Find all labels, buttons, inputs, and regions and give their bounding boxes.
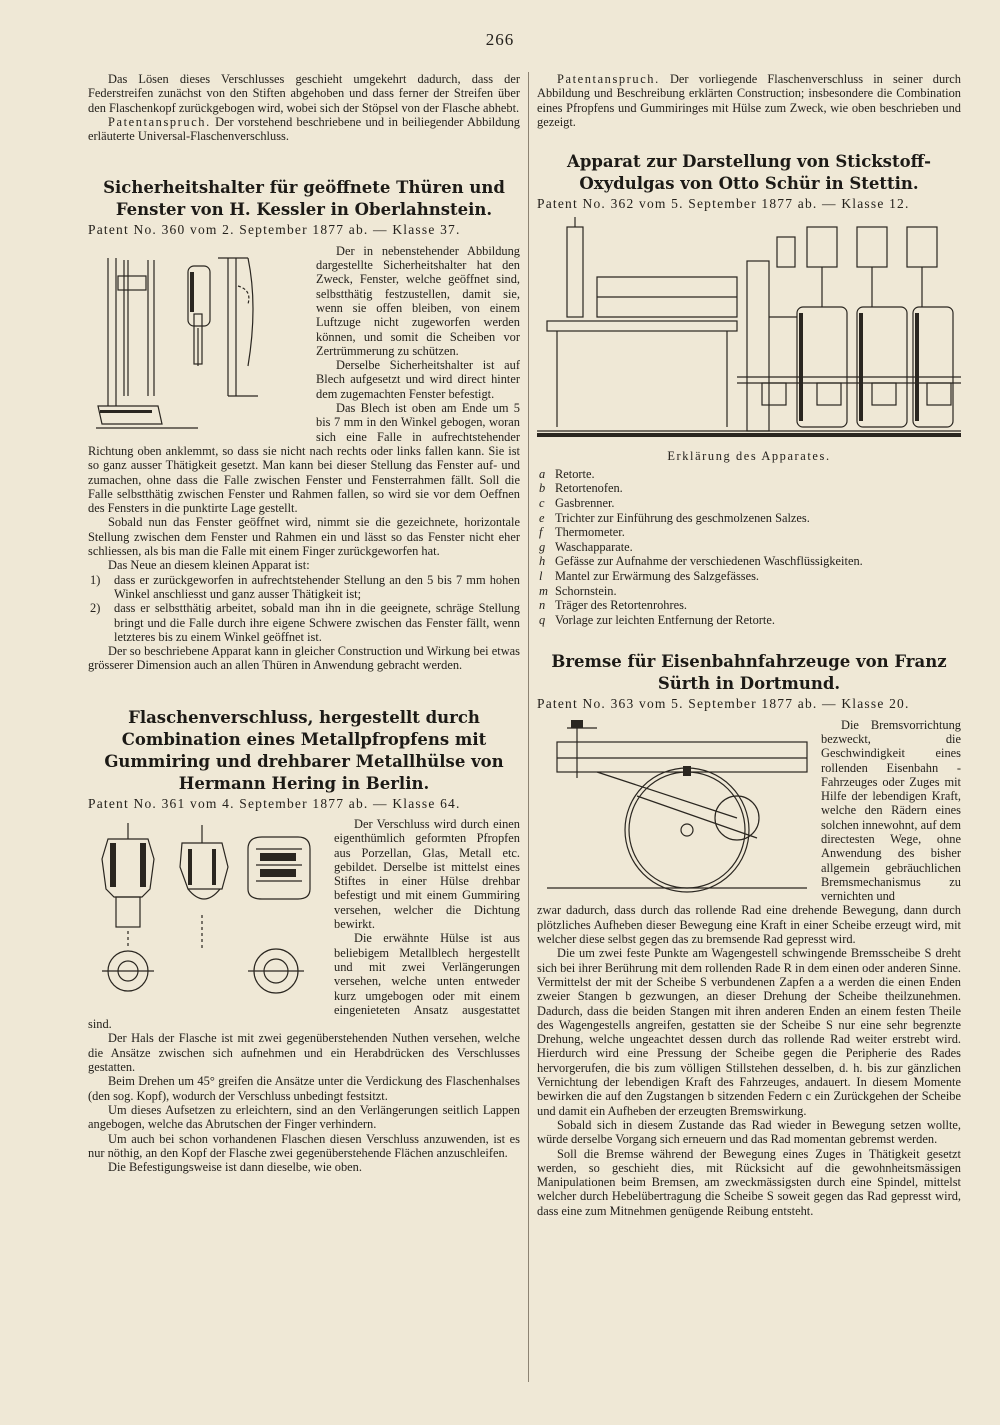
figure-gas-apparatus	[537, 217, 961, 443]
suerth-p1-top: Die Bremsvorrichtung bezweckt, die Geschwindigkeit eines rollenden Eisenbahn - Fahrzeuges oder Zuges mit Hilfe der lebendigen Kraft, welche den Rädern eines solchen innewohnt, auf dem directesten Wege, ohne Anwendung des bisher allgemein gebräuchlichen Bremsmechanismus zu vernichten und	[821, 717, 961, 904]
legend-text: Trichter zur Einführung des geschmolzenen Salzes.	[555, 510, 810, 525]
page-number: 266	[485, 30, 515, 49]
patent-line-362: Patent No. 362 vom 5. September 1877 ab. — Klasse 12.	[537, 196, 910, 212]
legend-text: Träger des Retortenrohres.	[555, 598, 688, 613]
legend-item	[537, 467, 961, 482]
legend-key: g	[539, 539, 546, 554]
legend-text: Gefässe zur Aufnahme der verschiedenen Waschflüssigkeiten.	[555, 554, 863, 569]
patent-line-363: Patent No. 363 vom 5. September 1877 ab. — Klasse 20.	[537, 696, 910, 712]
intro-paragraph: Das Lösen dieses Verschlusses geschieht umgekehrt dadurch, dass der Federstreifen zunächst von den Stiften abgehoben und dass ferner der Streifen über den Flaschenkopf zurückgebogen wird, wobei sich der Stöpsel von der Flasche abhebt.	[88, 72, 520, 115]
legend-text: Mantel zur Erwärmung des Salzgefässes.	[555, 568, 760, 583]
hering-p1: Der Verschluss wird durch einen eigenthümlich geformten Pfropfen aus Porzellan, Glas, Metall etc. gebildet. Derselbe ist mittelst eines Stiftes in einer Hülse drehbar befestigt und mit einem Gummiring versehen, welcher die Dichtung bewirkt.	[334, 816, 520, 932]
hering-claim	[537, 72, 961, 129]
hering-p5: Um dieses Aufsetzen zu erleichtern, sind an den Verlängerungen seitlich Lappen angebogen, welche das Abrutschen der Finger verhindern.	[88, 1102, 520, 1132]
legend-item	[537, 540, 961, 555]
claim-text: Der vorstehend beschriebene und in beiliegender Abbildung erläuterte Universal-Flaschenverschluss.	[88, 114, 520, 144]
hering-p2: Die erwähnte Hülse ist aus beliebigem Metallblech hergestellt und mit zwei Verlängerungen versehen, welche unten entweder kurz umgebogen oder mit einem eingenieteten Ansatz ausgestattet sind.	[88, 931, 520, 1032]
legend-key: h	[539, 554, 546, 569]
suerth-p1-rest: zwar dadurch, dass durch das rollende Rad eine drehende Bewegung, dann durch plötzliches Aufheben dieser Bewegung eine Kraft in einer Scheibe erzeugt wird, mit welcher diese selbst gegen das zu bremsende Rad gepresst wird.	[537, 903, 961, 947]
legend-item	[537, 554, 961, 569]
figure-railway-brake	[537, 718, 813, 896]
legend-key: b	[539, 481, 546, 496]
kessler-p1: Der in nebenstehender Abbildung dargestellte Sicherheitshalter hat den Zweck, Fenster, welche geöffnet sind, selbstthätig festzustellen, damit sie, wenn sie offen bleiben, von einem Luftzuge nicht zugeworfen werden können, und somit die Scheiben vor Zertrümmerung zu schützen.	[316, 243, 520, 358]
legend-title: Erklärung des Apparates.	[667, 449, 831, 464]
legend-text: Gasbrenner.	[555, 495, 615, 510]
claim-label: Patentanspruch.	[557, 72, 660, 86]
article-title-suerth: Bremse für Eisenbahnfahrzeuge von Franz Sürth in Dortmund.	[551, 652, 947, 694]
legend-item	[537, 569, 961, 584]
patent-line-360: Patent No. 360 vom 2. September 1877 ab. — Klasse 37.	[88, 222, 461, 238]
kessler-p6: Der so beschriebene Apparat kann in gleicher Construction und Wirkung bei etwas grösserer Dimension auch an allen Thüren in Anwendung gebracht werden.	[88, 644, 520, 673]
legend-key: f	[539, 525, 543, 540]
column-divider	[528, 72, 529, 1382]
article-title-schuer: Apparat zur Darstellung von Stickstoff-Oxydulgas von Otto Schür in Stettin.	[567, 152, 931, 194]
legend-text: Retortenofen.	[555, 481, 623, 496]
figure-bottle-closure	[88, 819, 324, 1015]
hering-p7: Die Befestigungsweise ist dann dieselbe, wie oben.	[108, 1160, 362, 1175]
legend-key: c	[539, 495, 545, 510]
right-column	[537, 72, 961, 1218]
article-title-hering: Flaschenverschluss, hergestellt durch Combination eines Metallpfropfens mit Gummiring und drehbarer Metallhülse von Hermann Hering in Berlin.	[104, 707, 504, 793]
legend-key: a	[539, 466, 546, 481]
legend-item	[537, 496, 961, 511]
legend-item	[537, 511, 961, 526]
claim-text: Der vorliegende Flaschenverschluss in seiner durch Abbildung und Beschreibung erklärten Construction; insbesondere die Combination eines Pfropfens und Gummiringes mit Hülse zum Zweck, wie oben beschrieben und gezeigt.	[537, 72, 961, 129]
kessler-p3: Das Blech ist oben am Ende um 5 bis 7 mm in den Winkel gebogen, woran sich eine Falle in aufrechtstehender Richtung oben anklemmt, so dass sie nicht nach rechts oder links fallen kann. Sie ist so ganz ausser Thätigkeit gesetzt. Man kann bei dieser Stellung das Fenster auf- und zumachen, ohne dass die Falle zwischen Fenster und Fensterrahmen fällt. Soll die Falle selbstthätig zwischen Fenster und Rahmen fallen, so wird sie vor dem Oeffnen des Fensters in die punktirte Lage gestellt.	[88, 401, 520, 516]
suerth-p4: Soll die Bremse während der Bewegung eines Zuges in Thätigkeit gesetzt werden, so geschieht dies, mit Rücksicht auf die gewohnheitsmässigen Manipulationen beim Bremsen, am zweckmässigsten durch eine Spindel, mittelst welcher durch Hebelübertragung die Scheibe S soweit gegen das Rad gepresst wird, dass eine zum Mitnehmen genügende Reibung entsteht.	[537, 1146, 961, 1218]
hering-p6: Um auch bei schon vorhandenen Flaschen diesen Verschluss anzuwenden, ist es nur nöthig, an den Kopf der Flasche zwei gegenüberstehende Flächen anzuschleifen.	[88, 1131, 520, 1160]
legend-text: Schornstein.	[555, 583, 617, 598]
legend-text: Thermometer.	[555, 525, 625, 540]
legend-item	[537, 584, 961, 599]
list-item: 2) dass er selbstthätig arbeitet, sobald man ihn in die geeignete, schräge Stellung bringt und die Falle durch ihre eigene Schwere zwischen das Fenster fällt, wenn letzteres bis zu einem Winkel geöffnet ist.	[90, 601, 520, 644]
legend-text: Waschapparate.	[555, 539, 633, 554]
legend-key: m	[539, 583, 548, 598]
figure-safety-holder	[88, 246, 306, 434]
left-column	[88, 72, 520, 1174]
legend-item	[537, 481, 961, 496]
legend-item	[537, 525, 961, 540]
kessler-p5: Das Neue an diesem kleinen Apparat ist:	[108, 558, 310, 573]
hering-p4: Beim Drehen um 45° greifen die Ansätze unter die Verdickung des Flaschenhalses (den sog. Kopf), wodurch der Verschluss unbedingt festsitzt.	[88, 1074, 520, 1103]
apparatus-legend	[537, 467, 961, 628]
legend-text: Vorlage zur leichten Entfernung der Retorte.	[555, 612, 775, 627]
suerth-p2: Die um zwei feste Punkte am Wagengestell schwingende Bremsscheibe S dreht sich bei ihrer Berührung mit dem rollenden Rade R in dem einen oder anderen Sinne. Vermittelst der mit der Scheibe S verbundenen Zapfen a a werden die einen Enden zweier Stangen b gezwungen, an dieser Drehung der Scheibe theilzunehmen. Dadurch, dass die beiden Stangen mit ihren anderen Enden an einem festen Theile des Wagengestells angreifen, gestatten sie der Scheibe S nur eine sehr begrenzte Drehung, welche ungeachtet dessen durch das rollende Rad weiter erstrebt wird. Hierdurch wird eine Pressung der Scheibe gegen die Peripherie des Rades hervorgerufen, die bis zum völligen Stillstehen desselben, d. h. bis zur gänzlichen Vernichtung der lebendigen Kraft des Fahrzeuges, andauert. In diesem Momente bewirken die auf den Zugstangen b sitzenden Federn c ein Zurückgehen der Scheibe und damit ein Aufheben der erzeugten Bremswirkung.	[537, 946, 961, 1118]
kessler-claims-list	[88, 573, 520, 644]
kessler-p2: Derselbe Sicherheitshalter ist auf Blech aufgesetzt und wird direct hinter dem zugemachten Fenster befestigt.	[316, 358, 520, 401]
hering-p3: Der Hals der Flasche ist mit zwei gegenüberstehenden Nuthen versehen, welche die Ansätze zwischen sich aufnehmen und ein Herabdrücken des Verschlusses gestatten.	[88, 1031, 520, 1075]
claim-label: Patentanspruch.	[108, 114, 211, 129]
legend-key: l	[539, 568, 543, 583]
suerth-p3: Sobald sich in diesem Zustande das Rad wieder in Bewegung setzen wollte, würde derselbe Vorgang sich erneuern und das Rad momentan gebremst werden.	[537, 1117, 961, 1147]
kessler-p4: Sobald nun das Fenster geöffnet wird, nimmt sie die gezeichnete, horizontale Stellung zwischen dem Fenster und Rahmen ein und lässt so das Fenster nicht eher schliessen, als bis man die Falle mit einem Finger zurückgeworfen hat.	[88, 515, 520, 559]
list-item: 1) dass er zurückgeworfen in aufrechtstehender Stellung an den 5 bis 7 mm hohen Winkel anschliesst und ganz ausser Thätigkeit ist;	[90, 572, 520, 601]
legend-item	[537, 598, 961, 613]
legend-key: q	[539, 612, 546, 627]
article-title-kessler: Sicherheitshalter für geöffnete Thüren und Fenster von H. Kessler in Oberlahnstein.	[103, 178, 505, 220]
legend-item	[537, 613, 961, 628]
intro-claim	[88, 115, 520, 144]
legend-key: n	[539, 598, 546, 613]
legend-key: e	[539, 510, 545, 525]
patent-line-361: Patent No. 361 vom 4. September 1877 ab. — Klasse 64.	[88, 795, 461, 811]
legend-text: Retorte.	[555, 466, 595, 481]
